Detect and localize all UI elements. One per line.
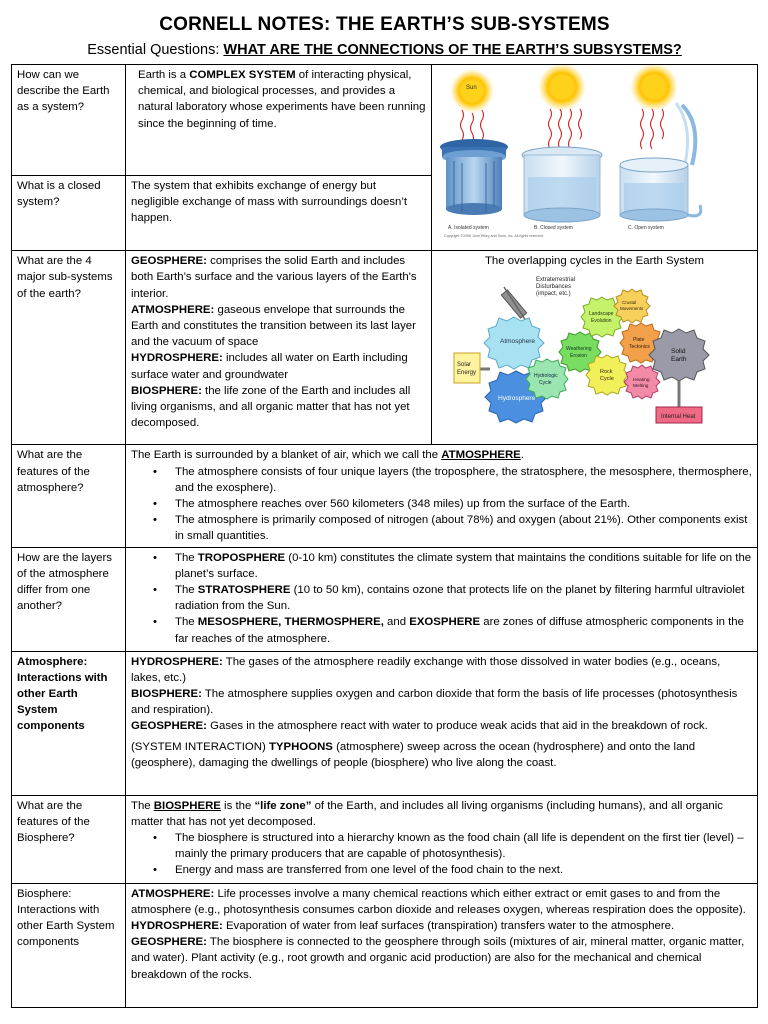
notes-cell: GEOSPHERE: comprises the solid Earth and includes both Earth’s surface and the various layers of the Earth's interior. ATMOSPHERE: gaseous envelope that surrounds the Earth and constitutes the transition between its last layer and the vacuum of space HYDROSPHERE: includes all water on Earth including surface water and groundwater BIOSPHERE: the life zone of the Earth and includes all living organisms, and all organic matter that has not yet decomposed. [126, 251, 432, 445]
svg-text:Tectonics: Tectonics [629, 344, 650, 351]
extraterrestrial-label: Disturbances [536, 284, 572, 291]
question-cell: What is a closed system? [12, 175, 126, 250]
question-cell: How can we describe the Earth as a system? [12, 65, 126, 176]
svg-text:Heating: Heating [633, 378, 650, 384]
figure-cycles-cell [432, 251, 758, 445]
list-item: • The atmosphere reaches over 560 kilometers (348 miles) up from the surface of the Earth. [131, 496, 752, 512]
list-item: • The STRATOSPHERE (10 to 50 km), contains ozone that protects life on the planet by filtering harmful ultraviolet radiation from the Sun. [131, 582, 752, 614]
svg-text:Cycle: Cycle [539, 380, 552, 387]
list-item: • Energy and mass are transferred from one level of the food chain to the next. [131, 862, 752, 878]
question-cell: What are the 4 major sub-systems of the earth? [12, 251, 126, 445]
svg-text:Cycle: Cycle [600, 376, 614, 383]
svg-text:Energy: Energy [457, 370, 477, 377]
essential-question [11, 40, 758, 60]
internal-heat-box [656, 381, 702, 423]
list-item: • The biosphere is structured into a hierarchy known as the food chain (all life is dependent on the first tier (level) – mainly the primary producers that are capable of photosynthesis). [131, 830, 752, 862]
notes-cell: The system that exhibits exchange of energy but negligible exchange of mass with surroundings doesn’t happen. [126, 175, 432, 250]
essential-label: Essential Questions: [87, 42, 224, 58]
figure-cycles-title: The overlapping cycles in the Earth System [484, 255, 705, 268]
closed-system-container [522, 147, 602, 222]
svg-text:Solid: Solid [671, 348, 686, 356]
extraterrestrial-label: Extraterrestrial [536, 277, 576, 284]
list-item: • The atmosphere consists of four unique layers (the troposphere, the stratosphere, the mesosphere, thermosphere, and the exosphere). [131, 464, 752, 496]
svg-text:Internal Heat: Internal Heat [661, 414, 696, 421]
open-system-container [620, 103, 701, 221]
table-row [12, 795, 758, 883]
svg-text:Rock: Rock [600, 369, 613, 376]
svg-text:Crustal: Crustal [622, 300, 637, 306]
table-row [12, 445, 758, 547]
notes-cell [126, 547, 758, 651]
sun-icon [630, 65, 678, 111]
question-cell: How are the layers of the atmosphere differ from one another? [12, 547, 126, 651]
question-cell: What are the features of the atmosphere? [12, 445, 126, 547]
impact-probe-icon [501, 287, 526, 321]
svg-text:Erosion: Erosion [570, 353, 587, 360]
notes-cell: The Earth is surrounded by a blanket of air, which we call the ATMOSPHERE. • The atmosphere consists of four unique layers (the troposphere, the stratosphere, the mesosphere, thermosphere, and the exosphere). • The atmosphere reaches over 560 kilometers (348 miles) up from the surface of the Earth. • The atmosphere is primarily composed of nitrogen (about 78%) and oxygen (about 21%). Other components exist in small quantities. [126, 445, 758, 547]
essential-question-text: WHAT ARE THE CONNECTIONS OF THE EARTH’S SUBSYSTEMS? [223, 42, 682, 58]
isolated-system-container [440, 139, 508, 215]
bullet-list [131, 550, 752, 647]
svg-text:Landscape: Landscape [589, 311, 614, 318]
question-cell: Atmosphere: Interactions with other Earth System components [12, 651, 126, 795]
svg-text:Plate: Plate [633, 337, 645, 344]
sun-icon [450, 69, 494, 113]
svg-text:Movements: Movements [620, 306, 644, 312]
cornell-notes-table [11, 64, 758, 1008]
bullet-list [131, 830, 752, 879]
caption-open: C. Open system [628, 225, 664, 231]
page-title: CORNELL NOTES: THE EARTH’S SUB-SYSTEMS [159, 14, 610, 35]
figure-systems-cell [432, 65, 758, 251]
caption-closed: B. Closed system [534, 225, 573, 231]
question-cell: What are the features of the Biosphere? [12, 795, 126, 883]
svg-text:Weathering: Weathering [566, 346, 592, 353]
notes-cell: HYDROSPHERE: The gases of the atmosphere readily exchange with those dissolved in water bodies (e.g., oceans, lakes, etc.) BIOSPHERE: The atmosphere supplies oxygen and carbon dioxide that form the basis of life processes (photosynthesis and respiration). GEOSPHERE: Gases in the atmosphere react with water to produce weak acids that aid in the breakdown of rock. (SYSTEM INTERACTION) TYPHOONS (atmosphere) sweep across the ocean (hydrosphere) and onto the land (geosphere), damaging the dwellings of people (biosphere) who live along the coast. [126, 651, 758, 795]
list-item: • The atmosphere is primarily composed of nitrogen (about 78%) and oxygen (about 21%). Other components exist in small quantities. [131, 512, 752, 544]
list-item: • The MESOSPHERE, THERMOSPHERE, and EXOSPHERE are zones of diffuse atmospheric components in the far reaches of the atmosphere. [131, 614, 752, 646]
table-row [12, 65, 758, 176]
notes-cell: ATMOSPHERE: Life processes involve a many chemical reactions which either extract or emit gases to and from the atmosphere (e.g., photosynthesis consumes carbon dioxide and releases oxygen, whereas respiration does the opposite). HYDROSPHERE: Evaporation of water from leaf surfaces (transpiration) transfers water to the atmosphere. GEOSPHERE: The biosphere is connected to the geosphere through soils (mixtures of air, mineral matter, organic matter, and water). Plant activity (e.g., root growth and organic acid production) are also for the mechanical and chemical breakdown of the rocks. [126, 883, 758, 1007]
bullet-list [131, 464, 752, 545]
extraterrestrial-label: (impact, etc.) [536, 291, 571, 298]
systems-figure [432, 65, 732, 245]
caption-isolated: A. Isolated system [448, 225, 489, 231]
sun-label: Sun [466, 85, 477, 91]
notes-cell: Earth is a COMPLEX SYSTEM of interacting physical, chemical, and biological processes, and provides a natural laboratory whose experiments have been running since the beginning of time. [126, 65, 432, 176]
gear-atmosphere [484, 317, 544, 369]
question-cell: Biosphere: Interactions with other Earth System components [12, 883, 126, 1007]
list-item: • The TROPOSPHERE (0-10 km) constitutes the climate system that maintains the conditions suitable for life on the planet’s surface. [131, 550, 752, 582]
svg-text:Atmosphere: Atmosphere [500, 338, 536, 346]
table-row [12, 651, 758, 795]
svg-text:Hydrosphere: Hydrosphere [498, 395, 536, 403]
table-row [12, 251, 758, 445]
sun-icon [538, 65, 586, 111]
table-row [12, 547, 758, 651]
cycles-figure [434, 269, 734, 437]
table-row [12, 883, 758, 1007]
svg-text:Solar: Solar [457, 362, 472, 369]
svg-text:Hydrologic: Hydrologic [534, 373, 558, 380]
svg-text:Melting: Melting [633, 384, 649, 390]
svg-text:Evolution: Evolution [591, 318, 612, 325]
svg-text:Earth: Earth [671, 356, 687, 364]
notes-cell: The BIOSPHERE is the “life zone” of the Earth, and includes all living organisms (including humans), and all organic matter that has not yet decomposed. • The biosphere is structured into a hierarchy known as the food chain (all life is dependent on the first tier (level) – mainly the primary producers that are capable of photosynthesis). • Energy and mass are transferred from one level of the food chain to the next. [126, 795, 758, 883]
solar-energy-box [454, 353, 490, 383]
copyright: Copyright ©1998 John Wiley and Sons, Inc. All rights reserved. [444, 234, 545, 238]
